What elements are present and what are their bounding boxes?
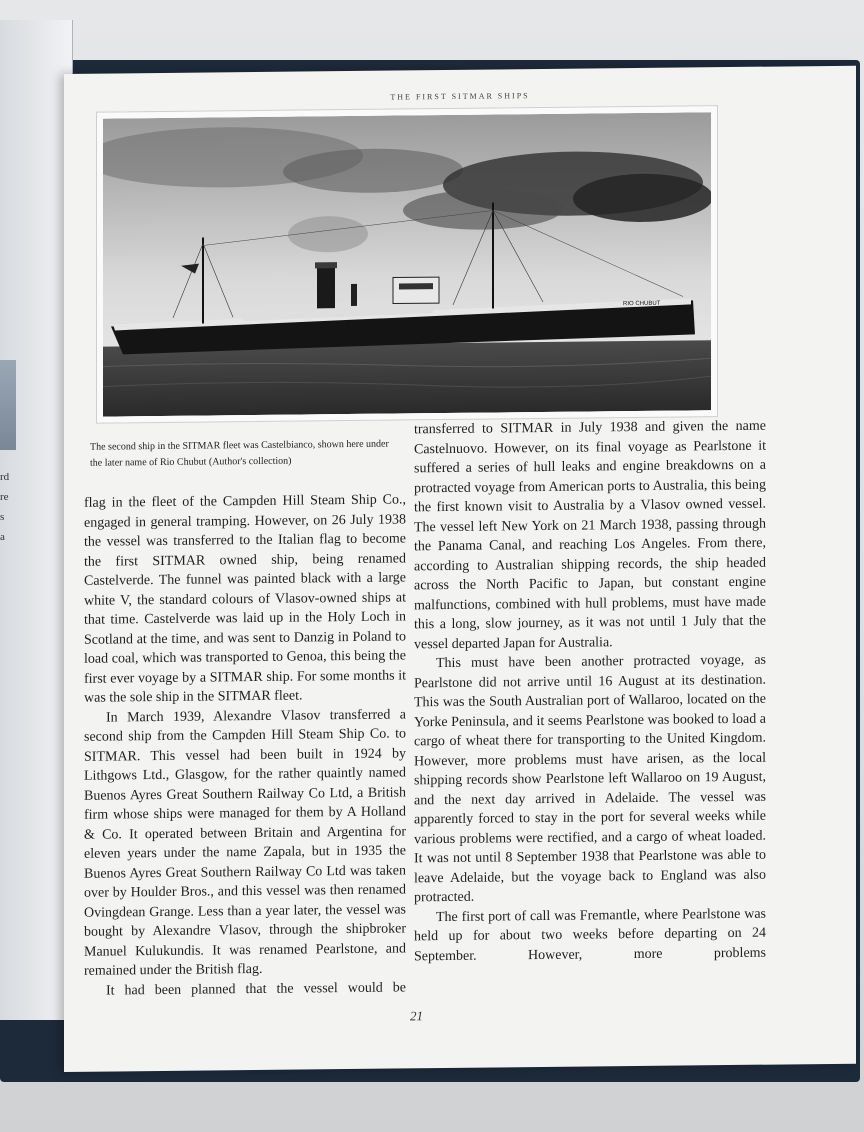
book-page [64,66,856,1072]
paragraph: It had been planned that the vessel would be [106,979,406,999]
paragraph: flag in the fleet of the Campden Hill Steam Ship Co., engaged in general tramping. However, on 26 July 1938 the vessel was transferred to the Italian flag to become the first SITMAR owned ship, being renamed Castelverde. The funnel was painted black with a large white V, the standard colours of Vlasov-owned ships at that time. Castelverde was laid up in the Holy Loch in Scotland at the time, and was sent to Danzig in Poland to load coal, which was transported to Genoa, this being the first ever voyage by a SITMAR ship. For some months it was the sole ship in the SITMAR fleet. [84,492,406,706]
running-head: THE FIRST SITMAR SHIPS [390,91,530,102]
paragraph: transferred to SITMAR in July 1938 and given the name Castelnuovo. However, on its final voyage as Pearlstone it suffered a series of hull leaks and engine breakdowns on a protracted voyage from American ports to Australia, this being the first known visit to Australia by a Vlasov owned vessel. The vessel left New York on 21 March 1938, passing through the Panama Canal, and reaching Los Angeles. From there, according to Australian shipping records, the ship headed across the North Pacific to Japan, but constant engine malfunctions, combined with hull problems, must have made this a long, slow journey, as it was not until 1 July that the vessel departed Japan for Australia. [414,418,766,652]
left-page-edge [0,20,73,1020]
paragraph: The first port of call was Fremantle, where Pearlstone was held up for about two weeks before departing on 24 September. However, more problems [414,906,766,964]
left-page-image-fragment [0,360,16,450]
paragraph: This must have been another protracted voyage, as Pearlstone did not arrive until 16 August at its destination. This was the South Australian port of Wallaroo, located on the Yorke Peninsula, and it seems Pearlstone was booked to load a cargo of wheat there for transporting to the United Kingdom. However, more problems must have arisen, as the local shipping records show Pearlstone left Wallaroo on 19 August, and the next day arrived in Adelaide. The vessel was apparently forced to stay in the port for several weeks while various problems were rectified, and a cargo of wheat loaded. It was not until 8 September 1938 that Pearlstone was able to leave Adelaide, but the voyage back to England was also protracted. [414,652,766,906]
left-page-text-fragment: s [0,511,5,523]
page-number: 21 [410,1008,423,1024]
ship-name-on-hull: RIO CHUBUT [623,300,661,308]
left-page-text-fragment: rd [0,471,10,483]
photo-frame [96,105,718,424]
text-column-right [414,417,766,967]
photo-caption: The second ship in the SITMAR fleet was Castelbianco, shown here under the later name of Rio Chubut (Author's collection) [90,438,389,469]
text-column-left [84,490,406,1000]
paragraph: In March 1939, Alexandre Vlasov transferred a second ship from the Campden Hill Steam Ship Co. to SITMAR. This vessel had been built in 1924 by Lithgows Ltd., Glasgow, for the rather quaintly named Buenos Ayres Great Southern Railway Co Ltd, a British firm whose ships were managed for them by A Holland & Co. It operated between Britain and Argentina for eleven years under the name Zapala, but in 1935 the Buenos Ayres Great Southern Railway Co Ltd was taken over by Houlder Bros., and this vessel was then renamed Ovingdean Grange. Less than a year later, the vessel was bought by Alexandre Vlasov, through the shipbroker Manuel Kulukundis. It was renamed Pearlstone, and remained under the British flag. [84,706,406,979]
left-page-text-fragment: a [0,531,5,543]
left-page-text-fragment: re [0,491,9,503]
ship-photograph [103,112,711,416]
